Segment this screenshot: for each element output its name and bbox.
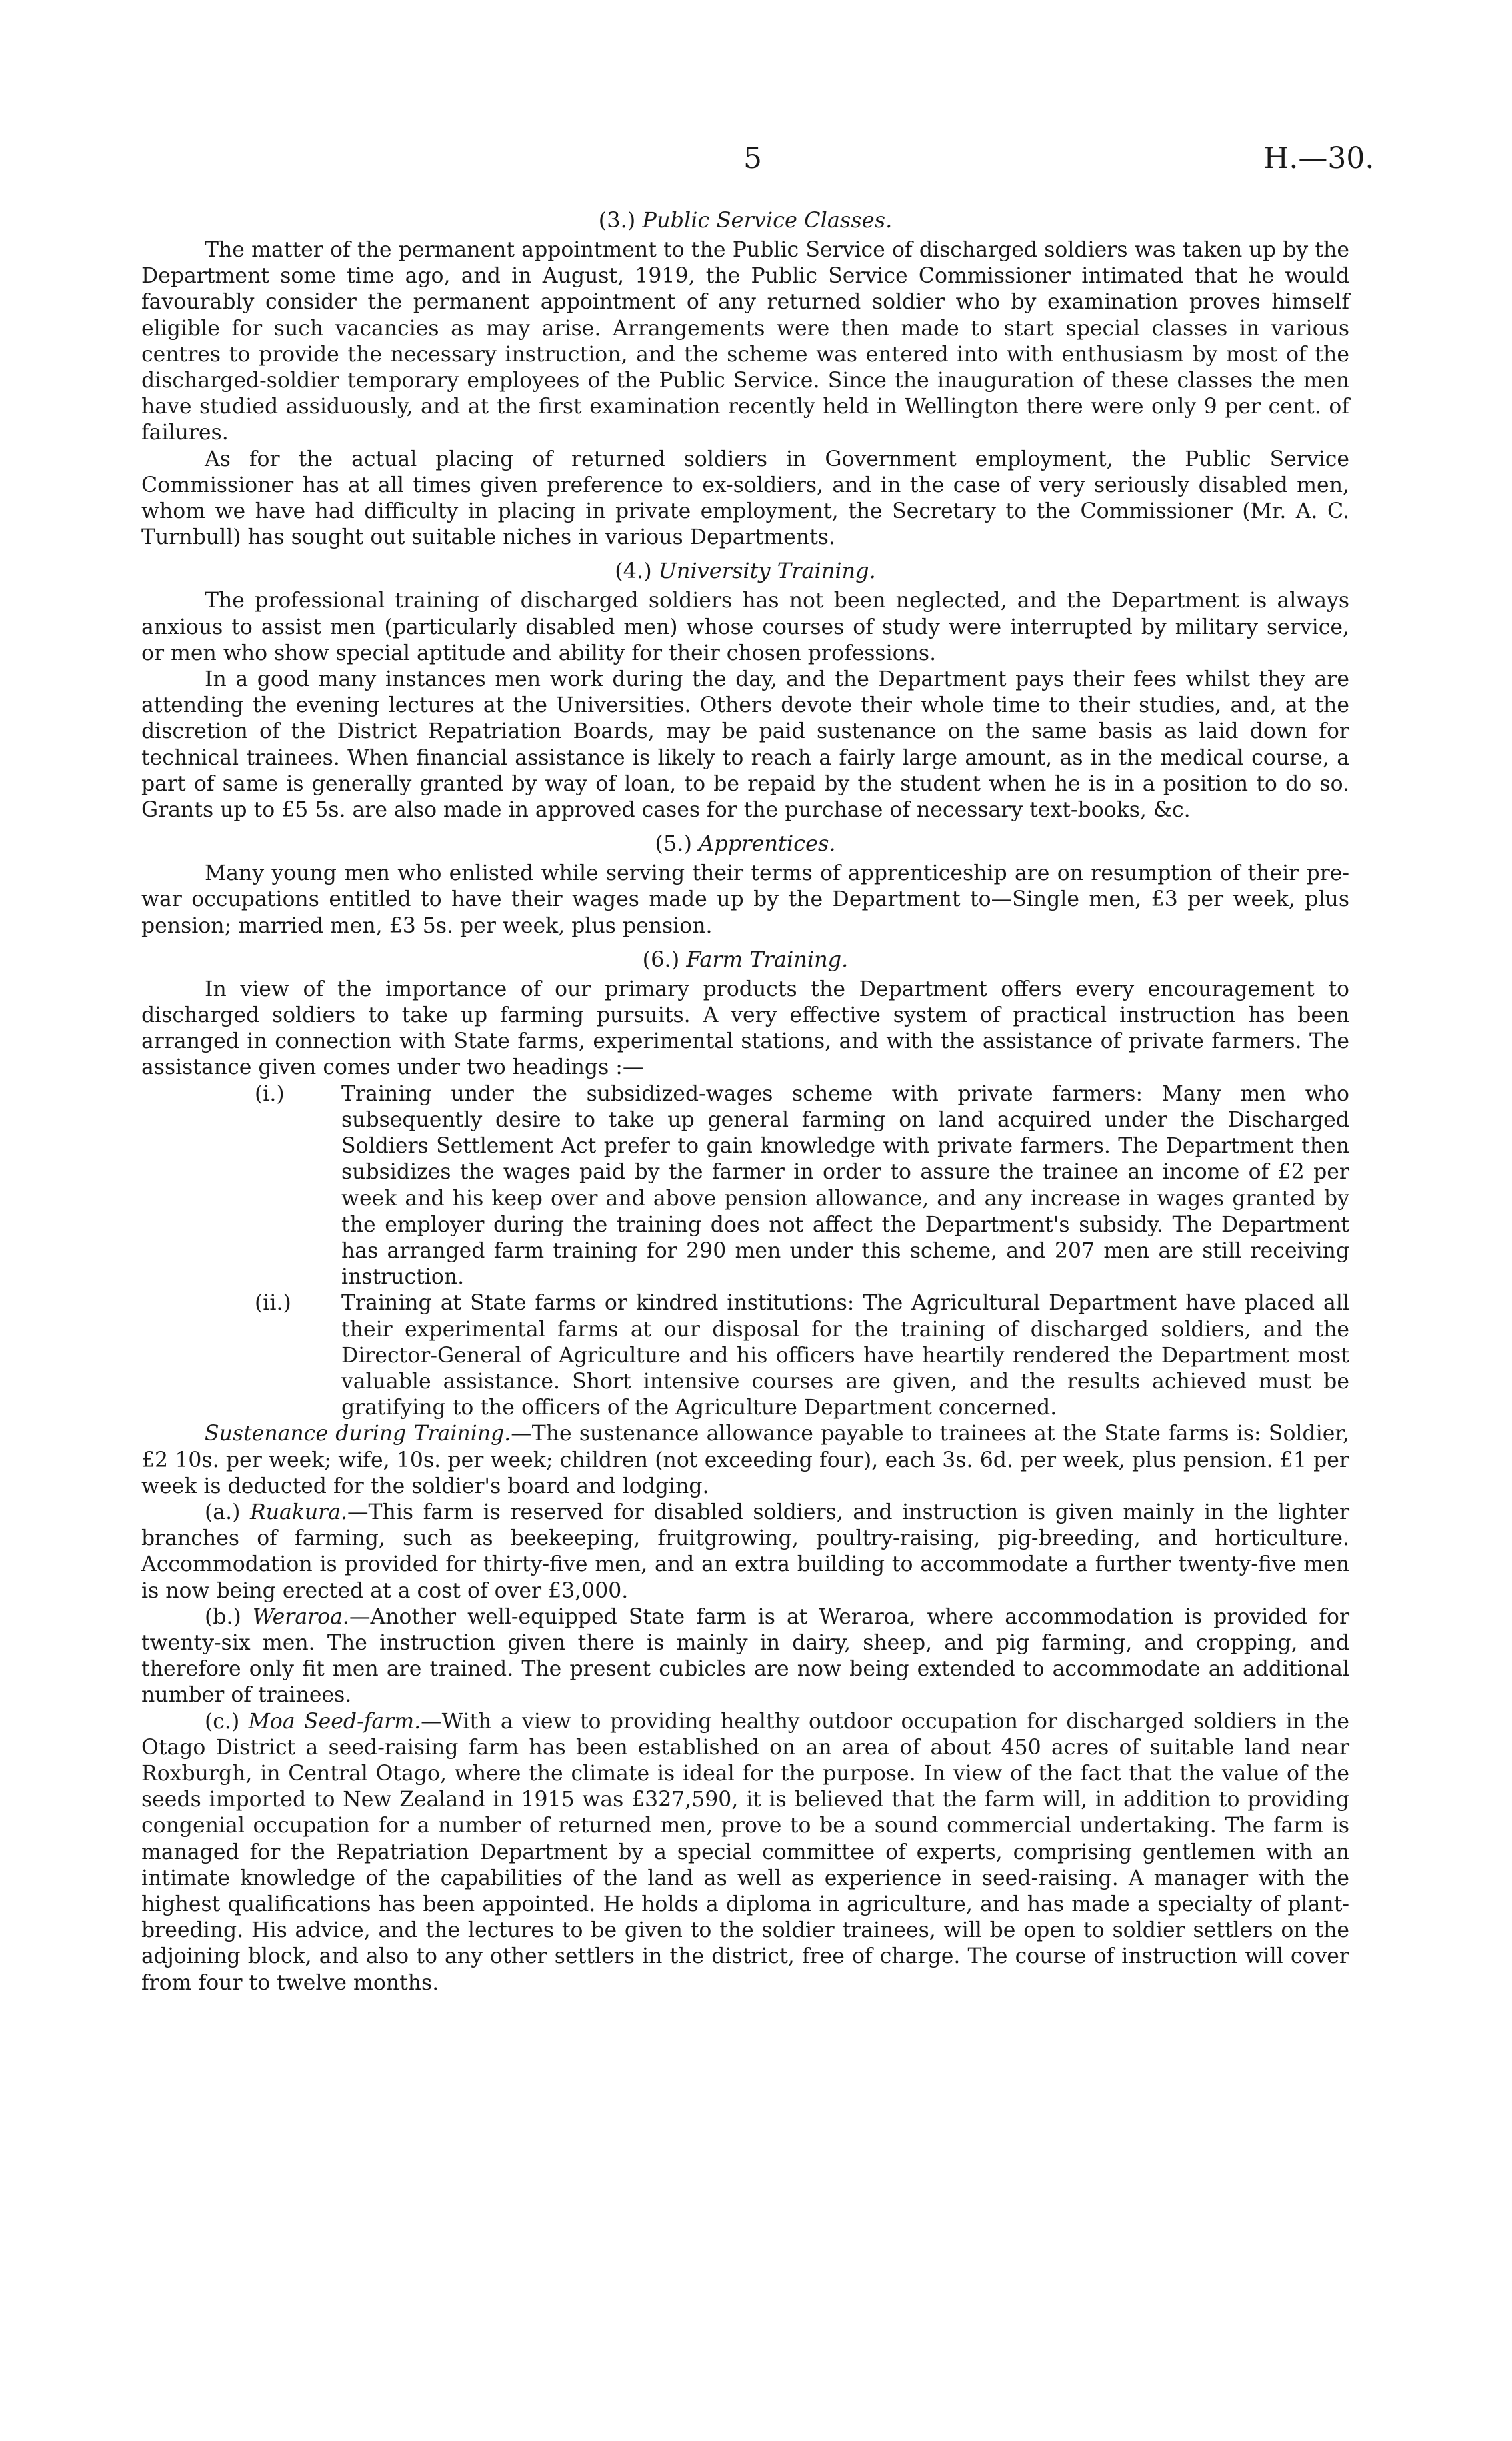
run-in-heading: Ruakura. [250,1500,348,1524]
item-marker: (c.) [205,1709,240,1734]
paragraph: In a good many instances men work during the day, and the Department pays their fees whilst they are attending the evening lectures at the Universities. Others devote their whole time to their studies, and, at the discretion of the District Repatriation Boards, may be paid sustenance on the same basis as laid down for technical trainees. When financial assistance is likely to reach a fairly large amount, as in the medical course, a part of same is generally granted by way of loan, to be repaid by the student when he is in a position to do so. Grants up to £5 5s. are also made in approved cases for the purchase of necessary text-books, &c. [141,667,1349,823]
document-reference: H.—30. [1263,141,1375,175]
list-item-private-farmers [141,1081,1349,1291]
paragraph: The professional training of discharged soldiers has not been neglected, and the Department is always anxious to assist men (particularly disabled men) whose courses of study were interrupted by military service, or men who show special aptitude and ability for their chosen professions. [141,589,1349,665]
paragraph-sustenance [141,1421,1349,1500]
paragraph-text: —Another well-equipped State farm is at Weraroa, where accommodation is provided for twenty-six men. The instruction given there is mainly in dairy, sheep, and pig farming, and cropping, and therefore only fit men are trained. The present cubicles are now being extended to accommodate an additional number of trainees. [141,1604,1350,1708]
page-number: 5 [743,141,762,175]
section-heading-apprentices [141,830,1349,857]
section-title: Apprentices. [699,831,836,857]
run-in-heading: Moa Seed-farm. [248,1709,421,1734]
list-marker: (i.) [255,1081,285,1106]
paragraph: Many young men who enlisted while serving their terms of apprenticeship are on resumption of their pre-war occupations entitled to have their wages made up by the Department to—Single men, £3 per week, plus pension; married men, £3 5s. per week, plus pension. [141,861,1349,938]
list-marker: (ii.) [255,1291,291,1316]
paragraph-ruakura [141,1500,1349,1604]
section-heading-university [141,557,1349,584]
paragraph-moa-seed-farm [141,1709,1349,1996]
paragraph-weraroa [141,1604,1349,1709]
list-item-text: Training at State farms or kindred institutions: The Agricultural Department have placed all their experimental farms at our disposal for the training of discharged soldiers, and the Director-General of Agriculture and his officers have heartily rendered the Department most valuable assistance. Short intensive courses are given, and the results achieved must be gratifying to the officers of the Agriculture Department concerned. [341,1291,1349,1420]
list-item-state-farms [141,1290,1349,1421]
section-heading-farm-training [141,946,1349,973]
section-number: (6.) [642,946,680,972]
section-heading-public-service [141,207,1349,233]
run-in-heading: Sustenance during Training. [205,1422,511,1446]
paragraph-text: —This farm is reserved for disabled soldiers, and instruction is given mainly in the lighter branches of farming, such as beekeeping, fruitgrowing, poultry-raising, pig-breeding, and horticulture. Accommodation is provided for thirty-five men, and an extra building to accommodate a further twenty-five men is now being erected at a cost of over £3,000. [141,1500,1350,1603]
section-number: (5.) [655,831,692,857]
run-in-heading: Weraroa. [252,1604,349,1629]
paragraph: The matter of the permanent appointment to the Public Service of discharged soldiers was taken up by the Department some time ago, and in August, 1919, the Public Service Commissioner intimated that he would favourably consider the permanent appointment of any returned soldier who by examination proves himself eligible for such vacancies as may arise. Arrangements were then made to start special classes in various centres to provide the necessary instruction, and the scheme was entered into with enthusiasm by most of the discharged-soldier temporary employees of the Public Service. Since the inauguration of these classes the men have studied assiduously, and at the first examination recently held in Wellington there were only 9 per cent. of failures. [141,238,1349,445]
paragraph: In view of the importance of our primary products the Department offers every encouragement to discharged soldiers to take up farming pursuits. A very effective system of practical instruction has been arranged in connection with State farms, experimental stations, and with the assistance of private farmers. The assistance given comes under two headings :— [141,977,1349,1080]
item-marker: (b.) [205,1604,241,1629]
section-title: University Training. [658,558,876,584]
item-marker: (a.) [205,1500,241,1524]
section-title: Farm Training. [686,946,849,972]
document-body [141,207,1349,1996]
section-number: (4.) [615,558,652,584]
section-number: (3.) [598,207,636,233]
list-item-text: Training under the subsidized-wages scheme with private farmers: Many men who subsequently desire to take up general farming on land acquired under the Discharged Soldiers Settlement Act prefer to gain knowledge with private farmers. The Department then subsidizes the wages paid by the farmer in order to assure the trainee an income of £2 per week and his keep over and above pension allowance, and any increase in wages granted by the employer during the training does not affect the Department's subsidy. The Department has arranged farm training for 290 men under this scheme, and 207 men are still receiving instruction. [341,1081,1349,1290]
paragraph-text: —With a view to providing healthy outdoor occupation for discharged soldiers in the Otago District a seed-raising farm has been established on an area of about 450 acres of suitable land near Roxburgh, in Central Otago, where the climate is ideal for the purpose. In view of the fact that the value of the seeds imported to New Zealand in 1915 was £327,590, it is believed that the farm will, in addition to providing congenial occupation for a number of returned men, prove to be a sound commercial undertaking. The farm is managed for the Repatriation Department by a special committee of experts, comprising gentlemen with an intimate knowledge of the capabilities of the land as well as experience in seed-raising. A manager with the highest qualifications has been appointed. He holds a diploma in agriculture, and has made a specialty of plant-breeding. His advice, and the lectures to be given to the soldier trainees, will be open to soldier settlers on the adjoining block, and also to any other settlers in the district, free of charge. The course of instruction will cover from four to twelve months. [141,1709,1349,1995]
section-title: Public Service Classes. [642,207,893,233]
paragraph: As for the actual placing of returned soldiers in Government employment, the Public Service Commissioner has at all times given preference to ex-soldiers, and in the case of very seriously disabled men, whom we have had difficulty in placing in private employment, the Secretary to the Commissioner (Mr. A. C. Turnbull) has sought out suitable niches in various Departments. [141,447,1349,550]
paragraph-text: —The sustenance allowance payable to trainees at the State farms is: Soldier, £2 10s. per week; wife, 10s. per week; children (not exceeding four), each 3s. 6d. per week, plus pension. £1 per week is deducted for the soldier's board and lodging. [141,1422,1350,1498]
